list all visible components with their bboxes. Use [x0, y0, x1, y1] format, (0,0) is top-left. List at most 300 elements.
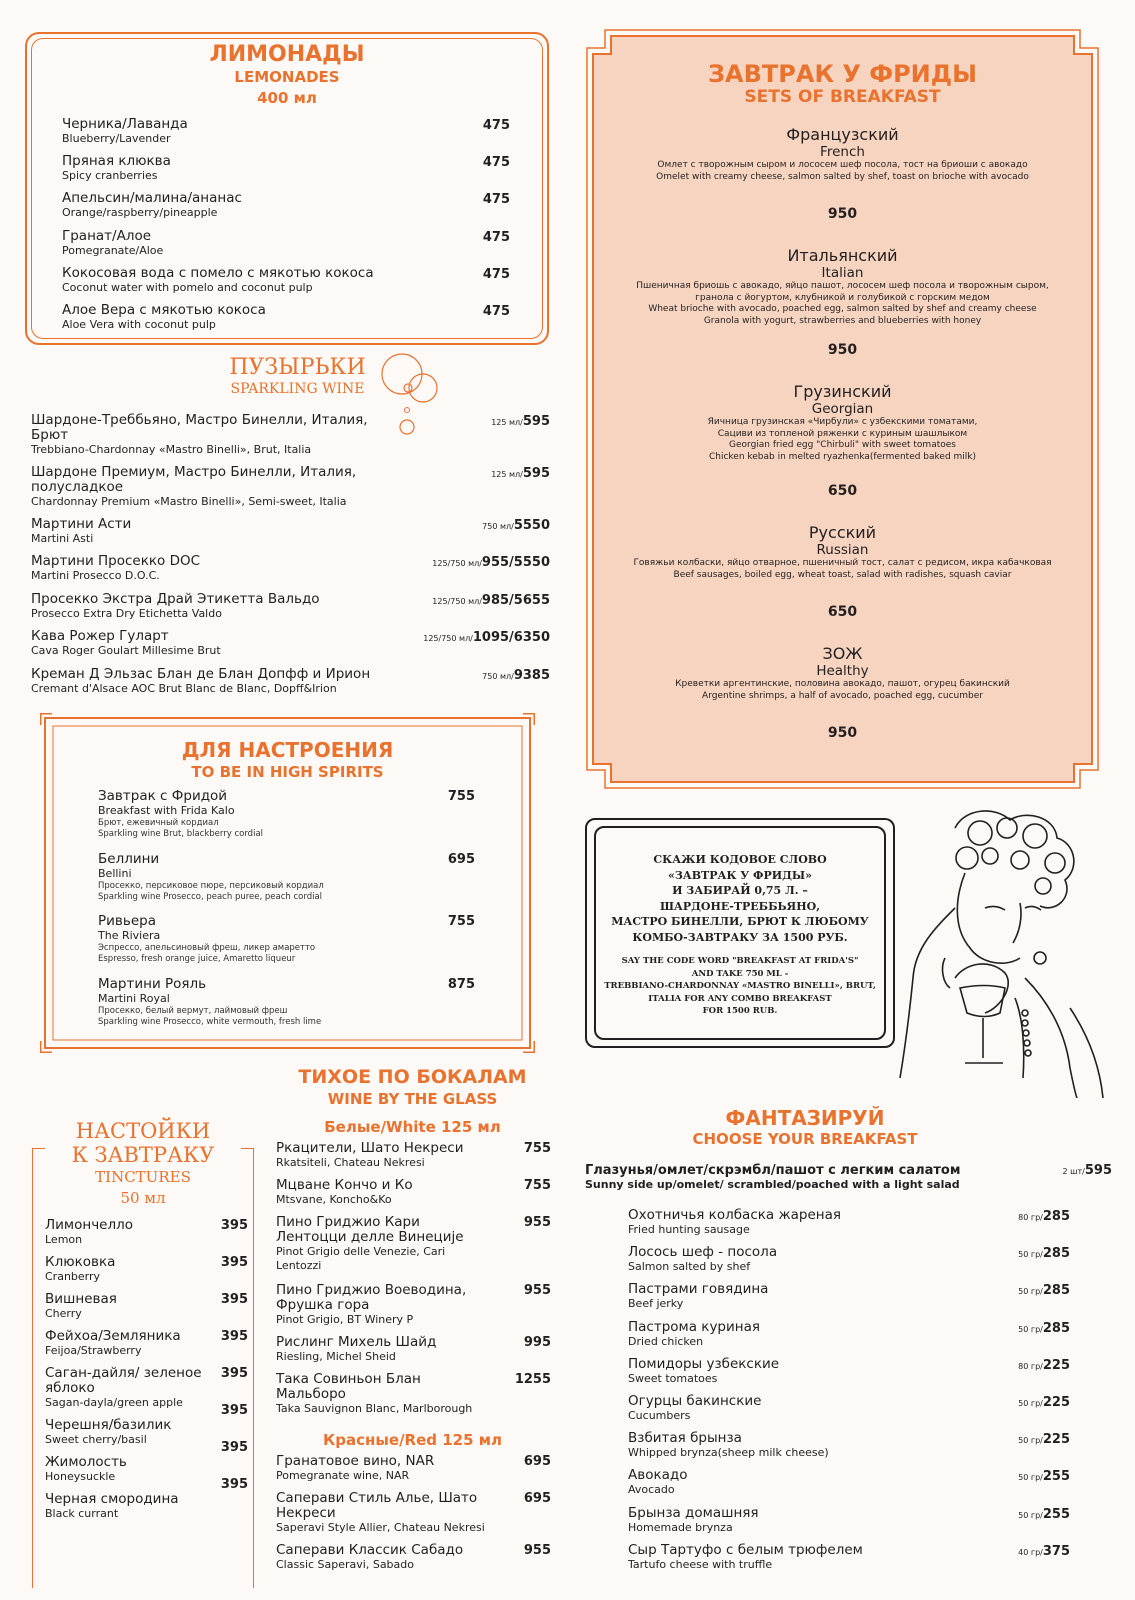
item-name-ru: Пино Гриджио Воеводина, Фрушка гора	[276, 1282, 467, 1313]
promo-en-1: SAY THE CODE WORD "BREAKFAST AT FRIDA'S"	[621, 956, 859, 966]
menu-item	[31, 413, 386, 457]
item-name-ru: Мартини Просекко DOC	[31, 553, 201, 569]
promo-ru-3: И ЗАБИРАЙ 0,75 Л. –	[672, 884, 808, 897]
menu-item	[31, 554, 386, 583]
frida-illustration-icon	[895, 808, 1110, 1098]
item-price	[200, 1329, 248, 1344]
item-price	[495, 1454, 551, 1469]
promo-en-5: FOR 1500 RUB.	[702, 1006, 778, 1016]
item-desc: Espresso, fresh orange juice, Amaretto liqueur	[98, 954, 296, 964]
item-price	[990, 1544, 1070, 1559]
breakfast-set-price: 650	[827, 483, 858, 499]
item-price-value: 285	[1042, 1246, 1070, 1262]
item-price-value: 255	[1042, 1469, 1070, 1485]
wine-red-title: Красные/Red 125 мл	[322, 1431, 503, 1449]
menu-item	[628, 1468, 988, 1497]
item-name-ru: Гранат/Алое	[62, 227, 152, 244]
item-name-ru: Беллини	[98, 850, 160, 867]
breakfast-set-name-en: French	[820, 144, 865, 160]
breakfast-subtitle: SETS OF BREAKFAST	[744, 87, 941, 107]
item-price	[495, 1491, 551, 1506]
item-price-value: 955	[523, 1543, 551, 1558]
breakfast-title: ЗАВТРАК У ФРИДЫ	[707, 60, 977, 88]
item-price	[200, 1218, 248, 1233]
item-price	[200, 1292, 248, 1307]
breakfast-set-desc: Georgian fried egg "Chirbuli" with sweet tomatoes	[729, 440, 956, 450]
menu-item	[98, 789, 398, 840]
breakfast-set-desc: гранола с йогуртом, клубникой и голубикой с горским медом	[695, 292, 990, 303]
promo-en-2: AND TAKE 750 ML -	[691, 968, 789, 979]
item-desc: Sparkling wine Prosecco, white vermouth, fresh lime	[98, 1016, 322, 1027]
item-price	[420, 914, 475, 929]
menu-item	[45, 1492, 205, 1521]
item-name-ru: Черная смородина	[45, 1491, 179, 1507]
item-name-en: Riesling, Michel Sheid	[276, 1350, 396, 1363]
item-name-en: Whipped brynza(sheep milk cheese)	[628, 1446, 829, 1460]
menu-item	[62, 303, 462, 332]
item-name-en: Breakfast with Frida Kalo	[98, 804, 235, 817]
item-price	[495, 1335, 551, 1350]
item-price	[990, 1432, 1070, 1447]
breakfast-set-name-ru: Русский	[808, 523, 877, 542]
breakfast-set-name-ru: Итальянский	[787, 246, 898, 265]
item-name-en: Cremant d'Alsace AOC Brut Blanc de Blanc, Dopff&Irion	[31, 682, 337, 695]
item-price	[990, 1246, 1070, 1261]
item-name-en: Salmon salted by shef	[628, 1260, 751, 1274]
item-name-en: Blueberry/Lavender	[62, 132, 171, 145]
menu-item	[45, 1366, 205, 1410]
menu-item	[276, 1215, 491, 1273]
item-volume: 50 гр/	[1018, 1324, 1043, 1334]
item-name-en: Aloe Vera with coconut pulp	[62, 318, 216, 331]
menu-item	[276, 1178, 491, 1207]
promo-ru-4: ШАРДОНЕ-ТРЕББЬЯНО,	[659, 899, 821, 913]
fantasy-main-ru: Глазунья/омлет/скрэмбл/пашот с легким салатом	[585, 1163, 961, 1178]
item-volume: 80 гр/	[1018, 1213, 1043, 1222]
breakfast-set	[585, 524, 1100, 581]
item-name-en: Cava Roger Goulart Millesime Brut	[31, 644, 221, 657]
item-name-ru: Саперави Стиль Алье, Шато Некреси	[276, 1490, 478, 1521]
item-volume: 50 гр/	[1018, 1399, 1043, 1408]
item-name-en: Pinot Grigio, BT Winery P	[276, 1313, 414, 1326]
item-price	[390, 518, 550, 533]
item-name-en: Orange/raspberry/pineapple	[62, 206, 218, 220]
breakfast-set-name-en: Russian	[816, 542, 869, 558]
item-desc: Sparkling wine Prosecco, peach puree, peach cordial	[98, 891, 323, 902]
fantasy-main-price-value: 595	[1084, 1163, 1112, 1178]
item-price	[390, 555, 550, 570]
lemonades-subtitle: LEMONADES	[234, 68, 340, 86]
promo-ru-5: МАСТРО БИНЕЛЛИ, БРЮТ К ЛЮБОМУ	[611, 915, 869, 928]
item-name-ru: Вишневая	[45, 1291, 117, 1307]
menu-item	[31, 517, 386, 546]
item-price	[460, 192, 510, 207]
menu-item	[276, 1491, 491, 1535]
menu-item	[276, 1141, 491, 1170]
item-name-ru: Креман Д Эльзас Блан де Блан Допфф и Ирион	[31, 666, 371, 682]
tinctures-title-2: К ЗАВТРАКУ	[45, 1143, 241, 1167]
item-price-value: 1095/6350	[472, 630, 550, 645]
item-price	[390, 414, 550, 429]
item-price	[200, 1477, 248, 1492]
item-price	[390, 668, 550, 683]
tinctures-title-1: НАСТОЙКИ	[45, 1119, 241, 1143]
item-name-en: Mtsvane, Koncho&Ko	[276, 1193, 392, 1206]
item-name-ru: Рислинг Михель Шайд	[276, 1334, 437, 1350]
item-name-ru: Брынза домашняя	[628, 1504, 759, 1521]
item-name-en: Feijoa/Strawberry	[45, 1344, 142, 1357]
item-price	[460, 267, 510, 282]
menu-item	[45, 1218, 205, 1247]
breakfast-set-desc: Омлет с творожным сыром и лососем шеф посола, тост на бриоши с авокадо	[657, 160, 1028, 170]
item-price-value: 375	[1042, 1543, 1070, 1559]
breakfast-set-name-ru: Французский	[786, 125, 899, 144]
item-price	[420, 977, 475, 992]
tinctures-volume: 50 мл	[120, 1189, 166, 1207]
item-price	[460, 155, 510, 170]
item-name-ru: Ривьера	[98, 913, 156, 929]
breakfast-set-desc: Wheat brioche with avocado, poached egg, salmon salted by shef and creamy cheese	[648, 304, 1037, 314]
breakfast-set-desc: Omelet with creamy cheese, salmon salted by shef, toast on brioche with avocado	[656, 171, 1029, 182]
fantasy-main-price	[1020, 1163, 1112, 1178]
item-price	[495, 1178, 551, 1193]
item-name-en: Fried hunting sausage	[628, 1223, 750, 1236]
item-price-value: 9385	[513, 668, 550, 683]
item-desc: Sparkling wine Brut, blackberry cordial	[98, 829, 264, 839]
breakfast-set-price: 950	[827, 725, 858, 741]
item-name-en: Pomegranate wine, NAR	[276, 1469, 410, 1482]
spirits-subtitle: TO BE IN HIGH SPIRITS	[191, 763, 384, 781]
item-price-value: 695	[523, 1454, 551, 1469]
breakfast-set-desc: Chicken kebab in melted ryazhenka(fermented baked milk)	[708, 451, 977, 462]
sparkling-subtitle: SPARKLING WINE	[230, 381, 365, 397]
item-price	[200, 1366, 248, 1381]
item-price	[420, 852, 475, 867]
menu-item	[45, 1455, 205, 1484]
item-name-en: Lemon	[45, 1233, 83, 1246]
item-price	[200, 1255, 248, 1270]
promo-en-3: TREBBIANO-CHARDONNAY «MASTRO BINELLI», BRUT,	[604, 981, 876, 991]
menu-item	[45, 1292, 205, 1321]
item-name-en: Trebbiano-Chardonnay «Mastro Binelli», Brut, Italia	[31, 443, 312, 456]
item-price-value: 395	[220, 1255, 248, 1270]
item-name-en: Martini Royal	[98, 991, 170, 1005]
menu-item	[62, 229, 462, 258]
breakfast-set-name-ru: ЗОЖ	[822, 644, 863, 663]
item-name-ru: Така Совиньон Блан Мальборо	[276, 1371, 421, 1402]
breakfast-set	[585, 126, 1100, 183]
sparkling-title: ПУЗЫРЬКИ	[229, 355, 366, 380]
menu-item	[45, 1255, 205, 1284]
breakfast-set-name-ru: Грузинский	[793, 382, 892, 401]
fantasy-title: ФАНТАЗИРУЙ	[725, 1106, 885, 1130]
menu-item	[62, 266, 462, 295]
menu-item	[628, 1245, 988, 1274]
item-name-en: Spicy cranberries	[62, 169, 158, 183]
item-price	[990, 1321, 1070, 1336]
item-price-value: 955	[523, 1215, 551, 1230]
item-desc: Просекко, персиковое пюре, персиковый кордиал	[98, 880, 324, 891]
item-price	[990, 1283, 1070, 1298]
item-volume: 750 мл/	[482, 522, 514, 531]
item-name-ru: Саперави Классик Сабадо	[276, 1542, 464, 1558]
item-price	[390, 630, 550, 645]
item-price-value: 995	[523, 1335, 551, 1350]
item-name-en: Tartufo cheese with truffle	[628, 1557, 773, 1571]
promo-ru-6: КОМБО-ЗАВТРАКУ ЗА 1500 РУБ.	[632, 930, 848, 944]
promo-text	[594, 852, 886, 1018]
item-name-ru: Охотничья колбаска жареная	[628, 1207, 841, 1223]
item-name-ru: Сыр Тартуфо с белым трюфелем	[628, 1541, 863, 1558]
item-name-ru: Мцване Кончо и Ко	[276, 1177, 413, 1193]
breakfast-set-desc: Granola with yogurt, strawberries and blueberries with honey	[703, 315, 982, 326]
item-name-en: Avocado	[628, 1483, 675, 1497]
breakfast-set-price: 650	[827, 604, 858, 620]
item-name-ru: Лимончелло	[45, 1217, 133, 1233]
item-name-ru: Огурцы бакинские	[628, 1393, 762, 1409]
lemonades-volume: 400 мл	[257, 89, 317, 107]
fantasy-main-vol: 2 шт/	[1062, 1167, 1085, 1176]
item-price-value: 395	[220, 1403, 248, 1418]
item-name-en: Coconut water with pomelo and coconut pulp	[62, 280, 313, 294]
item-price-value: 595	[522, 466, 550, 481]
item-name-en: Homemade brynza	[628, 1520, 733, 1534]
menu-item	[31, 667, 386, 696]
item-name-ru: Жимолость	[45, 1454, 127, 1470]
item-price-value: 395	[220, 1329, 248, 1344]
item-price-value: 695	[447, 851, 475, 867]
item-desc: Брют, ежевичный кордиал	[98, 818, 219, 828]
menu-item	[628, 1394, 988, 1423]
menu-item	[628, 1506, 988, 1535]
menu-item	[628, 1543, 988, 1572]
tinctures-subtitle: TINCTURES	[95, 1168, 191, 1186]
breakfast-set-name-en: Italian	[821, 265, 864, 281]
item-price-value: 285	[1042, 1283, 1070, 1299]
breakfast-set	[585, 645, 1100, 702]
item-name-en: Chardonnay Premium «Mastro Binelli», Semi-sweet, Italia	[31, 495, 347, 508]
item-price-value: 285	[1042, 1209, 1070, 1224]
item-volume: 50 гр/	[1018, 1287, 1043, 1297]
item-name-ru: Пастрома куриная	[628, 1318, 760, 1335]
item-price	[495, 1372, 551, 1387]
menu-item	[276, 1335, 491, 1364]
menu-item	[628, 1282, 988, 1311]
item-name-ru: Клюковка	[45, 1254, 116, 1270]
item-price-value: 475	[482, 155, 510, 171]
item-name-ru: Пастрами говядина	[628, 1281, 769, 1298]
item-name-en: Taka Sauvignon Blanc, Marlborough	[276, 1402, 473, 1415]
item-price	[460, 118, 510, 133]
item-price	[390, 466, 550, 481]
breakfast-set-desc: Сациви из топленой ряженки с куриным шашлыком	[717, 428, 968, 439]
item-name-en: Martini Prosecco D.O.C.	[31, 569, 160, 582]
item-price	[420, 789, 475, 804]
item-name-ru: Взбитая брынза	[628, 1430, 742, 1447]
menu-item	[62, 154, 462, 183]
item-price-value: 475	[482, 266, 510, 282]
menu-item	[31, 629, 386, 658]
item-name-ru: Помидоры узбекские	[628, 1355, 780, 1372]
item-volume: 40 гр/	[1018, 1547, 1043, 1557]
item-price	[495, 1215, 551, 1230]
item-name-ru: Саган-дайля/ зеленое яблоко	[45, 1365, 202, 1396]
item-price	[460, 304, 510, 319]
item-price	[495, 1141, 551, 1156]
item-price	[460, 230, 510, 245]
fantasy-subtitle: CHOOSE YOUR BREAKFAST	[692, 1130, 918, 1148]
item-name-en: Sweet tomatoes	[628, 1371, 718, 1385]
menu-item	[276, 1372, 491, 1416]
breakfast-set-desc: Говяжьи колбаски, яйцо отварное, пшеничный тост, салат с редисом, икра кабачковая	[633, 558, 1052, 568]
item-price-value: 395	[220, 1477, 248, 1492]
promo-en-4: ITALIA FOR ANY COMBO BREAKFAST	[648, 993, 832, 1004]
item-price-value: 395	[220, 1440, 248, 1455]
item-price	[390, 593, 550, 608]
breakfast-set-desc: Argentine shrimps, a half of avocado, poached egg, cucumber	[702, 690, 983, 701]
item-price	[990, 1358, 1070, 1373]
menu-item	[31, 465, 386, 509]
item-price-value: 285	[1042, 1320, 1070, 1336]
menu-item	[45, 1418, 205, 1447]
item-price-value: 395	[220, 1218, 248, 1233]
item-price-value: 755	[523, 1141, 551, 1156]
item-name-ru: Завтрак с Фридой	[98, 788, 228, 804]
breakfast-set-desc: Пшеничная бриошь с авокадо, яйцо пашот, лососем шеф посола и творожным сыром,	[636, 281, 1049, 291]
menu-item	[276, 1454, 491, 1483]
item-price-value: 695	[523, 1491, 551, 1506]
item-name-ru: Алое Вера с мякотью кокоса	[62, 302, 266, 318]
breakfast-set-price: 950	[827, 206, 858, 222]
item-price	[495, 1283, 551, 1298]
item-volume: 50 гр/	[1018, 1473, 1043, 1483]
menu-item	[628, 1357, 988, 1386]
item-price-value: 475	[482, 304, 510, 319]
breakfast-set-desc: Beef sausages, boiled egg, wheat toast, salad with radishes, squash caviar	[673, 569, 1012, 580]
breakfast-set-price: 950	[827, 342, 858, 358]
item-price-value: 5550	[513, 518, 550, 533]
item-price-value: 595	[522, 414, 550, 429]
item-name-en: Cranberry	[45, 1270, 101, 1283]
item-price-value: 755	[523, 1178, 551, 1193]
menu-item	[628, 1320, 988, 1349]
item-price	[990, 1469, 1070, 1484]
item-price-value: 1255	[514, 1372, 551, 1387]
item-name-ru: Мартини Асти	[31, 516, 132, 532]
wine-title: ТИХОЕ ПО БОКАЛАМ	[298, 1066, 527, 1088]
fantasy-main	[585, 1163, 985, 1192]
lemonades-title: ЛИМОНАДЫ	[209, 42, 365, 67]
item-name-en: Sagan-dayla/green apple	[45, 1396, 183, 1409]
item-name-en: Sweet cherry/basil	[45, 1433, 147, 1446]
menu-item	[98, 852, 398, 903]
promo-ru-1: СКАЖИ КОДОВОЕ СЛОВО	[653, 853, 827, 866]
breakfast-set-name-en: Georgian	[811, 401, 874, 417]
item-volume: 125 мл/	[491, 470, 523, 479]
item-volume: 125/750 мл/	[432, 559, 482, 568]
item-price-value: 755	[447, 914, 475, 929]
item-price-value: 955	[523, 1283, 551, 1298]
item-price-value: 875	[447, 976, 475, 992]
item-name-ru: Черника/Лаванда	[62, 116, 188, 132]
item-price-value: 475	[482, 192, 510, 208]
item-volume: 50 гр/	[1018, 1250, 1043, 1260]
menu-item	[31, 592, 386, 621]
item-name-ru: Фейхоа/Земляника	[45, 1328, 181, 1344]
item-desc: Эспрессо, апельсиновый фреш, ликер амаретто	[98, 943, 316, 953]
item-volume: 50 гр/	[1018, 1510, 1043, 1520]
item-name-en: Cucumbers	[628, 1409, 691, 1422]
menu-item	[98, 977, 398, 1028]
item-price	[990, 1209, 1070, 1224]
item-price-value: 255	[1042, 1506, 1070, 1522]
item-name-ru: Мартини Рояль	[98, 975, 207, 992]
item-name-ru: Пряная клюква	[62, 153, 171, 170]
item-name-ru: Гранатовое вино, NAR	[276, 1453, 435, 1469]
breakfast-set-desc: Яичница грузинская «Чирбули» с узбекскими томатами,	[707, 417, 978, 427]
item-name-ru: Шардоне-Треббьяно, Мастро Бинелли, Италия, Брют	[31, 412, 368, 443]
menu-item	[62, 117, 462, 146]
item-desc: Просекко, белый вермут, лаймовый фреш	[98, 1005, 288, 1016]
promo-ru-2: «ЗАВТРАК У ФРИДЫ»	[667, 868, 813, 882]
item-price	[495, 1543, 551, 1558]
fantasy-main-en: Sunny side up/omelet/ scrambled/poached with a light salad	[585, 1178, 960, 1191]
item-name-en: Rkatsiteli, Chateau Nekresi	[276, 1156, 425, 1169]
breakfast-set-name-en: Healthy	[816, 663, 869, 679]
breakfast-set-desc: Креветки аргентинские, половина авокадо, пашот, огурец бакинский	[675, 679, 1010, 689]
item-name-en: Saperavi Style Allier, Chateau Nekresi	[276, 1521, 485, 1534]
menu-item	[62, 191, 462, 220]
breakfast-set	[585, 247, 1100, 327]
item-name-en: Pomegranate/Aloe	[62, 243, 164, 257]
item-name-en: Cherry	[45, 1307, 82, 1320]
item-price-value: 985/5655	[481, 593, 550, 608]
item-name-ru: Авокадо	[628, 1467, 688, 1484]
item-name-ru: Кава Рожер Гуларт	[31, 628, 169, 644]
menu-item	[98, 914, 398, 965]
item-name-ru: Лосось шеф - посола	[628, 1244, 778, 1261]
item-name-ru: Пино Гриджио Кари Лентоцци делле Винеције	[276, 1214, 464, 1245]
item-price-value: 475	[482, 118, 510, 133]
item-name-en: Classic Saperavi, Sabado	[276, 1558, 414, 1571]
item-volume: 750 мл/	[482, 672, 514, 681]
item-name-en: Beef jerky	[628, 1297, 684, 1311]
item-name-en: Dried chicken	[628, 1334, 704, 1348]
item-price-value: 955/5550	[481, 555, 550, 570]
item-name-en: Martini Asti	[31, 532, 94, 545]
item-name-ru: Апельсин/малина/ананас	[62, 190, 242, 207]
item-name-ru: Просекко Экстра Драй Этикетта Вальдо	[31, 591, 320, 607]
item-price-value: 475	[482, 229, 510, 245]
item-price-value: 225	[1042, 1395, 1070, 1410]
item-volume: 50 гр/	[1018, 1436, 1043, 1446]
spirits-title: ДЛЯ НАСТРОЕНИЯ	[181, 738, 394, 762]
wine-subtitle: WINE BY THE GLASS	[327, 1090, 498, 1108]
item-name-ru: Кокосовая вода с помело с мякотью кокоса	[62, 264, 374, 281]
menu-item	[628, 1431, 988, 1460]
item-volume: 125/750 мл/	[423, 634, 473, 643]
wine-white-title: Белые/White 125 мл	[324, 1118, 501, 1136]
item-name-ru: Ркацители, Шато Некреси	[276, 1140, 464, 1156]
item-name-en: The Riviera	[98, 929, 161, 942]
item-price-value: 225	[1042, 1357, 1070, 1373]
item-price	[990, 1395, 1070, 1410]
item-volume: 125 мл/	[491, 418, 523, 427]
item-price	[200, 1440, 248, 1455]
item-price	[200, 1403, 248, 1418]
item-volume: 80 гр/	[1018, 1361, 1043, 1371]
item-name-en: Bellini	[98, 866, 132, 880]
